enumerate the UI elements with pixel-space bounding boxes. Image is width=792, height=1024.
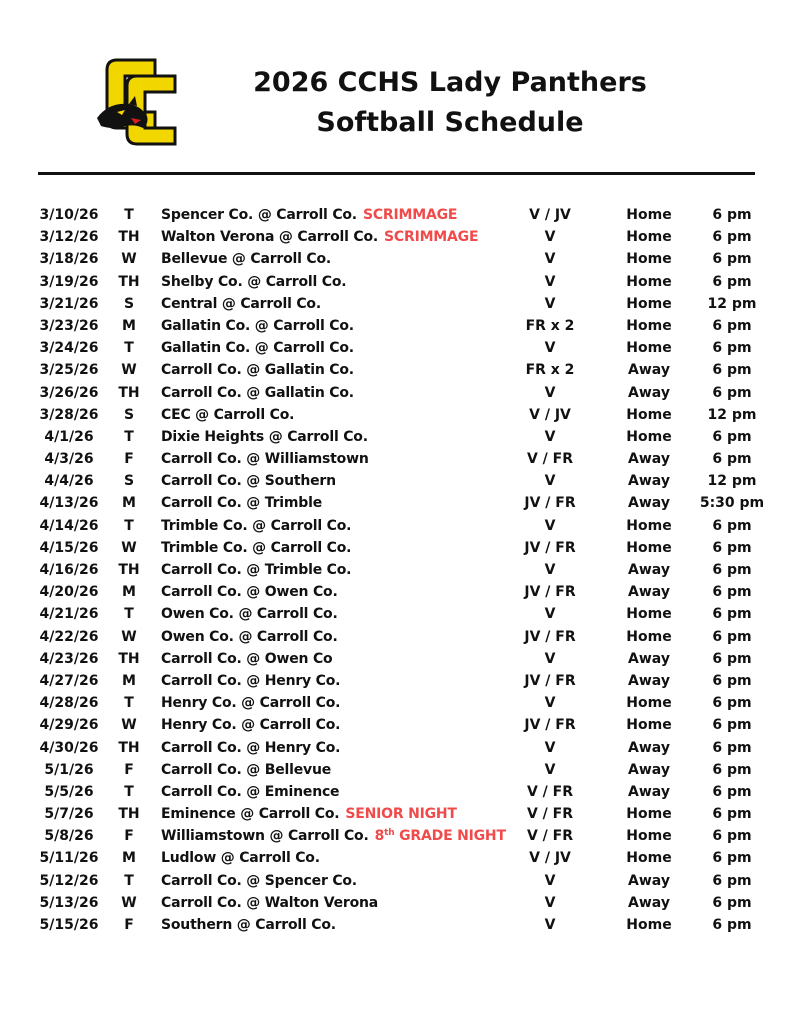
game-matchup xyxy=(161,293,321,315)
game-day: M xyxy=(122,850,136,867)
game-site: Home xyxy=(626,229,672,246)
schedule-row xyxy=(0,293,792,315)
game-day: F xyxy=(124,828,134,845)
schedule-row xyxy=(0,382,792,404)
game-date: 4/13/26 xyxy=(39,495,99,512)
game-site: Away xyxy=(628,362,670,379)
schedule-row xyxy=(0,204,792,226)
game-day: T xyxy=(124,872,134,889)
schedule-table xyxy=(0,204,792,936)
game-level: JV / FR xyxy=(524,628,576,645)
game-level: V xyxy=(544,739,556,756)
schedule-row xyxy=(0,914,792,936)
game-date: 5/5/26 xyxy=(44,783,94,800)
game-date: 3/10/26 xyxy=(39,207,99,223)
game-level: FR x 2 xyxy=(525,317,575,334)
schedule-row xyxy=(0,892,792,914)
matchup-text: Shelby Co. @ Carroll Co. xyxy=(161,273,347,290)
game-time: 12 pm xyxy=(707,473,757,490)
game-matchup xyxy=(161,204,457,226)
game-level: V / JV xyxy=(529,207,571,223)
game-day: W xyxy=(121,362,137,379)
game-time: 6 pm xyxy=(712,850,752,867)
game-matchup xyxy=(161,382,354,404)
game-day: T xyxy=(124,783,134,800)
game-site: Home xyxy=(626,428,672,445)
matchup-text: Carroll Co. @ Southern xyxy=(161,473,336,490)
game-time: 6 pm xyxy=(712,428,752,445)
game-site: Away xyxy=(628,672,670,689)
game-date: 3/26/26 xyxy=(39,384,99,401)
game-level: V xyxy=(544,606,556,623)
game-day: S xyxy=(123,406,135,423)
game-level: V xyxy=(544,428,556,445)
game-level: V / JV xyxy=(529,406,571,423)
game-date: 4/27/26 xyxy=(39,672,99,689)
matchup-text: Owen Co. @ Carroll Co. xyxy=(161,606,338,623)
game-site: Away xyxy=(628,650,670,667)
game-day: M xyxy=(122,495,136,512)
game-day: TH xyxy=(118,650,140,667)
game-level: FR x 2 xyxy=(525,362,575,379)
game-level: V xyxy=(544,917,556,933)
game-matchup xyxy=(161,426,368,448)
game-day: TH xyxy=(118,739,140,756)
game-site: Home xyxy=(626,406,672,423)
game-date: 4/3/26 xyxy=(44,451,94,468)
game-date: 4/21/26 xyxy=(39,606,99,623)
game-time: 6 pm xyxy=(712,717,752,734)
game-day: TH xyxy=(118,806,140,823)
game-site: Away xyxy=(628,495,670,512)
game-matchup xyxy=(161,271,346,293)
game-time: 6 pm xyxy=(712,828,752,845)
game-time: 6 pm xyxy=(712,340,752,357)
matchup-text: Carroll Co. @ Henry Co. xyxy=(161,672,341,689)
game-level: JV / FR xyxy=(524,539,576,556)
game-site: Home xyxy=(626,917,672,933)
matchup-text: Williamstown @ Carroll Co. xyxy=(161,828,369,845)
game-matchup xyxy=(161,692,340,714)
game-time: 6 pm xyxy=(712,806,752,823)
game-time: 6 pm xyxy=(712,384,752,401)
game-level: V xyxy=(544,695,556,712)
game-level: JV / FR xyxy=(524,672,576,689)
game-date: 4/15/26 xyxy=(39,539,99,556)
game-site: Away xyxy=(628,584,670,601)
game-level: V xyxy=(544,384,556,401)
game-time: 6 pm xyxy=(712,229,752,246)
schedule-row xyxy=(0,426,792,448)
game-matchup xyxy=(161,626,338,648)
matchup-text: Carroll Co. @ Williamstown xyxy=(161,451,369,468)
game-level: V xyxy=(544,562,556,578)
game-matchup xyxy=(161,892,378,914)
schedule-row xyxy=(0,537,792,559)
game-date: 3/23/26 xyxy=(39,317,99,334)
game-day: T xyxy=(124,428,134,445)
game-matchup xyxy=(161,714,340,736)
game-time: 6 pm xyxy=(712,872,752,889)
game-level: V / FR xyxy=(526,806,574,823)
game-day: F xyxy=(124,917,134,933)
game-date: 3/28/26 xyxy=(39,406,99,423)
game-date: 3/24/26 xyxy=(39,340,99,357)
note-text-rest: GRADE NIGHT xyxy=(394,828,506,845)
game-time: 6 pm xyxy=(712,894,752,911)
game-time: 6 pm xyxy=(712,917,752,933)
matchup-text: Carroll Co. @ Gallatin Co. xyxy=(161,384,354,401)
game-site: Home xyxy=(626,695,672,712)
matchup-text: Carroll Co. @ Trimble xyxy=(161,495,322,512)
game-date: 3/19/26 xyxy=(39,273,99,290)
game-day: F xyxy=(124,761,134,778)
game-site: Home xyxy=(626,251,672,268)
matchup-text: Carroll Co. @ Spencer Co. xyxy=(161,872,357,889)
game-level: V / FR xyxy=(526,828,574,845)
schedule-row xyxy=(0,515,792,537)
schedule-row xyxy=(0,803,792,825)
game-level: V xyxy=(544,229,556,246)
schedule-row xyxy=(0,626,792,648)
note-text: SCRIMMAGE xyxy=(362,207,458,223)
schedule-row xyxy=(0,492,792,514)
game-level: V / JV xyxy=(529,850,571,867)
game-matchup xyxy=(161,226,478,248)
game-date: 4/14/26 xyxy=(39,517,99,534)
game-day: W xyxy=(121,628,137,645)
game-site: Home xyxy=(626,806,672,823)
game-day: F xyxy=(124,451,134,468)
game-time: 6 pm xyxy=(712,672,752,689)
game-matchup xyxy=(161,914,336,936)
game-site: Home xyxy=(626,517,672,534)
game-time: 12 pm xyxy=(707,406,757,423)
matchup-text: Owen Co. @ Carroll Co. xyxy=(161,628,338,645)
game-note xyxy=(339,806,456,822)
game-time: 5:30 pm xyxy=(699,495,765,512)
game-day: W xyxy=(121,894,137,911)
game-site: Away xyxy=(628,761,670,778)
game-date: 5/7/26 xyxy=(44,806,94,823)
schedule-row xyxy=(0,271,792,293)
game-time: 6 pm xyxy=(712,539,752,556)
game-time: 6 pm xyxy=(712,761,752,778)
game-level: V xyxy=(544,517,556,534)
schedule-row xyxy=(0,337,792,359)
game-day: W xyxy=(121,717,137,734)
game-time: 6 pm xyxy=(712,695,752,712)
game-date: 4/28/26 xyxy=(39,695,99,712)
game-time: 6 pm xyxy=(712,273,752,290)
game-level: V xyxy=(544,473,556,490)
schedule-row xyxy=(0,825,792,847)
game-site: Home xyxy=(626,606,672,623)
game-time: 6 pm xyxy=(712,739,752,756)
game-level: JV / FR xyxy=(524,717,576,734)
schedule-row xyxy=(0,692,792,714)
game-level: V xyxy=(544,273,556,290)
game-date: 5/13/26 xyxy=(39,894,99,911)
game-matchup xyxy=(161,315,354,337)
game-site: Away xyxy=(628,739,670,756)
schedule-row xyxy=(0,248,792,270)
game-date: 5/11/26 xyxy=(39,850,99,867)
game-matchup xyxy=(161,337,354,359)
game-site: Home xyxy=(626,340,672,357)
matchup-text: Eminence @ Carroll Co. xyxy=(161,806,340,823)
matchup-text: Bellevue @ Carroll Co. xyxy=(161,251,332,268)
game-site: Home xyxy=(626,207,672,223)
schedule-row xyxy=(0,670,792,692)
game-day: TH xyxy=(118,229,140,246)
game-site: Away xyxy=(628,872,670,889)
game-time: 6 pm xyxy=(712,362,752,379)
note-text: SENIOR NIGHT xyxy=(345,806,457,823)
game-site: Home xyxy=(626,828,672,845)
game-date: 4/4/26 xyxy=(44,473,94,490)
header-divider xyxy=(38,172,755,175)
game-day: T xyxy=(124,340,134,357)
game-day: S xyxy=(123,295,135,312)
schedule-row xyxy=(0,581,792,603)
game-level: V xyxy=(544,894,556,911)
game-site: Home xyxy=(626,717,672,734)
game-site: Away xyxy=(628,384,670,401)
game-day: M xyxy=(122,317,136,334)
game-level: V xyxy=(544,251,556,268)
game-site: Away xyxy=(628,473,670,490)
game-date: 5/8/26 xyxy=(44,828,94,845)
game-level: V / FR xyxy=(526,451,574,468)
matchup-text: Henry Co. @ Carroll Co. xyxy=(161,717,341,734)
game-matchup xyxy=(161,581,338,603)
game-date: 5/15/26 xyxy=(39,917,99,933)
matchup-text: Carroll Co. @ Eminence xyxy=(161,783,340,800)
game-site: Away xyxy=(628,451,670,468)
game-date: 3/12/26 xyxy=(39,229,99,246)
game-date: 4/16/26 xyxy=(39,562,99,578)
game-day: TH xyxy=(118,273,140,290)
game-day: TH xyxy=(118,384,140,401)
game-matchup xyxy=(161,648,332,670)
matchup-text: Trimble Co. @ Carroll Co. xyxy=(161,539,352,556)
game-day: M xyxy=(122,584,136,601)
game-site: Away xyxy=(628,894,670,911)
game-level: V xyxy=(544,295,556,312)
title-line-2: Softball Schedule xyxy=(316,107,584,138)
game-matchup xyxy=(161,537,351,559)
game-level: JV / FR xyxy=(524,584,576,601)
game-day: T xyxy=(124,207,134,223)
game-time: 6 pm xyxy=(712,628,752,645)
game-date: 4/29/26 xyxy=(39,717,99,734)
game-site: Away xyxy=(628,562,670,578)
game-site: Home xyxy=(626,539,672,556)
game-date: 4/20/26 xyxy=(39,584,99,601)
game-time: 6 pm xyxy=(712,451,752,468)
schedule-row xyxy=(0,714,792,736)
game-time: 6 pm xyxy=(712,606,752,623)
game-day: W xyxy=(121,251,137,268)
game-time: 6 pm xyxy=(712,562,752,578)
matchup-text: Ludlow @ Carroll Co. xyxy=(161,850,320,867)
game-matchup xyxy=(161,248,331,270)
game-date: 4/22/26 xyxy=(39,628,99,645)
matchup-text: Carroll Co. @ Trimble Co. xyxy=(161,562,352,578)
note-text: 8 xyxy=(374,828,385,845)
schedule-row xyxy=(0,448,792,470)
matchup-text: Southern @ Carroll Co. xyxy=(161,917,336,933)
game-matchup xyxy=(161,759,331,781)
game-date: 3/25/26 xyxy=(39,362,99,379)
cc-panther-logo xyxy=(95,56,181,148)
schedule-row xyxy=(0,359,792,381)
game-date: 4/30/26 xyxy=(39,739,99,756)
game-matchup xyxy=(161,737,340,759)
matchup-text: CEC @ Carroll Co. xyxy=(161,406,295,423)
game-level: JV / FR xyxy=(524,495,576,512)
game-level: V xyxy=(544,650,556,667)
game-day: T xyxy=(124,695,134,712)
game-matchup xyxy=(161,448,369,470)
schedule-row xyxy=(0,759,792,781)
game-level: V xyxy=(544,340,556,357)
matchup-text: Carroll Co. @ Owen Co. xyxy=(161,584,338,601)
game-matchup xyxy=(161,492,322,514)
game-matchup xyxy=(161,404,294,426)
matchup-text: Carroll Co. @ Walton Verona xyxy=(161,894,379,911)
schedule-row xyxy=(0,870,792,892)
game-level: V xyxy=(544,761,556,778)
game-time: 6 pm xyxy=(712,317,752,334)
schedule-row xyxy=(0,404,792,426)
game-time: 6 pm xyxy=(712,517,752,534)
game-matchup xyxy=(161,515,351,537)
game-time: 12 pm xyxy=(707,295,757,312)
matchup-text: Henry Co. @ Carroll Co. xyxy=(161,695,341,712)
game-site: Home xyxy=(626,273,672,290)
matchup-text: Carroll Co. @ Gallatin Co. xyxy=(161,362,354,379)
game-matchup xyxy=(161,470,336,492)
game-matchup xyxy=(161,847,320,869)
game-matchup xyxy=(161,603,338,625)
schedule-row xyxy=(0,226,792,248)
game-day: T xyxy=(124,606,134,623)
page-title xyxy=(205,63,695,143)
game-day: T xyxy=(124,517,134,534)
schedule-row xyxy=(0,559,792,581)
matchup-text: Walton Verona @ Carroll Co. xyxy=(161,229,379,246)
game-day: TH xyxy=(118,562,140,578)
game-time: 6 pm xyxy=(712,251,752,268)
game-time: 6 pm xyxy=(712,650,752,667)
game-matchup xyxy=(161,559,351,581)
schedule-row xyxy=(0,603,792,625)
game-note xyxy=(378,229,478,245)
matchup-text: Gallatin Co. @ Carroll Co. xyxy=(161,317,354,334)
schedule-row xyxy=(0,470,792,492)
game-level: V / FR xyxy=(526,783,574,800)
game-matchup xyxy=(161,825,506,847)
game-note xyxy=(357,207,457,223)
game-date: 4/23/26 xyxy=(39,650,99,667)
game-date: 5/12/26 xyxy=(39,872,99,889)
game-matchup xyxy=(161,670,340,692)
game-site: Home xyxy=(626,295,672,312)
game-time: 6 pm xyxy=(712,584,752,601)
game-date: 3/21/26 xyxy=(39,295,99,312)
matchup-text: Carroll Co. @ Henry Co. xyxy=(161,739,341,756)
game-day: M xyxy=(122,672,136,689)
game-date: 3/18/26 xyxy=(39,251,99,268)
game-site: Home xyxy=(626,317,672,334)
schedule-row xyxy=(0,648,792,670)
game-matchup xyxy=(161,781,339,803)
game-date: 5/1/26 xyxy=(44,761,94,778)
game-day: S xyxy=(123,473,135,490)
game-site: Away xyxy=(628,783,670,800)
game-day: W xyxy=(121,539,137,556)
game-site: Home xyxy=(626,628,672,645)
game-time: 6 pm xyxy=(712,783,752,800)
game-time: 6 pm xyxy=(712,207,752,223)
note-text: SCRIMMAGE xyxy=(384,229,479,246)
game-note xyxy=(369,828,506,844)
schedule-row xyxy=(0,737,792,759)
title-line-1: 2026 CCHS Lady Panthers xyxy=(253,67,647,98)
matchup-text: Gallatin Co. @ Carroll Co. xyxy=(161,340,354,357)
schedule-row xyxy=(0,847,792,869)
game-site: Home xyxy=(626,850,672,867)
game-matchup xyxy=(161,803,457,825)
matchup-text: Carroll Co. @ Owen Co xyxy=(161,650,333,667)
game-level: V xyxy=(544,872,556,889)
schedule-row xyxy=(0,315,792,337)
matchup-text: Spencer Co. @ Carroll Co. xyxy=(161,207,357,223)
game-matchup xyxy=(161,870,357,892)
matchup-text: Central @ Carroll Co. xyxy=(161,295,321,312)
game-date: 4/1/26 xyxy=(44,428,94,445)
note-superscript: th xyxy=(384,828,395,839)
matchup-text: Trimble Co. @ Carroll Co. xyxy=(161,517,352,534)
matchup-text: Carroll Co. @ Bellevue xyxy=(161,761,332,778)
matchup-text: Dixie Heights @ Carroll Co. xyxy=(161,428,368,445)
game-matchup xyxy=(161,359,354,381)
schedule-row xyxy=(0,781,792,803)
